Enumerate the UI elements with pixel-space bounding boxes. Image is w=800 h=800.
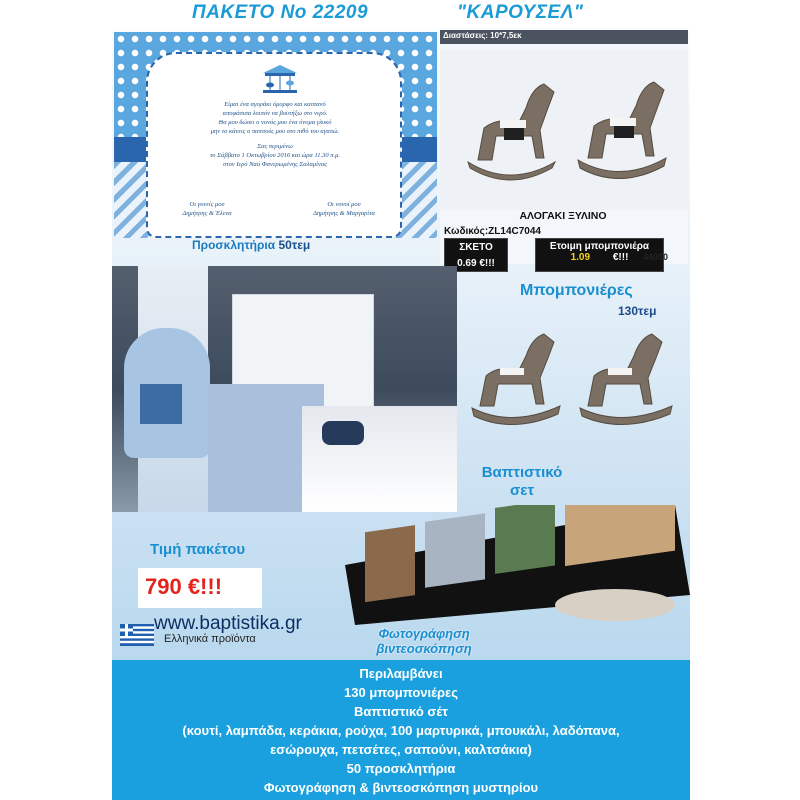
package-price-label: Τιμή πακέτου xyxy=(150,541,246,558)
website-link[interactable]: www.baptistika.gr xyxy=(154,613,302,634)
parents-names: Δημήτρης & Έλενα xyxy=(182,210,232,217)
baptism-set-photo xyxy=(112,266,457,512)
package-includes-panel xyxy=(112,660,690,800)
photography-line2: βιντεοσκόπηση xyxy=(376,641,472,656)
favors-label: Μπομπονιέρες xyxy=(520,282,633,299)
includes-item: Βαπτιστικό σέτ xyxy=(354,704,448,719)
dimensions-text: Διαστάσεις: 10*7,5εκ xyxy=(443,31,522,40)
rocking-horse-favors-image xyxy=(460,330,688,430)
carousel-tag xyxy=(140,384,182,424)
invitation-line: Είμαι ένα αγοράκι όμορφο και καστανό xyxy=(224,101,326,108)
greek-flag-icon xyxy=(120,624,154,646)
includes-item: 130 μπομπονιέρες xyxy=(344,685,458,700)
baptism-set-line2: σετ xyxy=(509,482,535,499)
invitation-line: το Σάββατο 1 Οκτωβρίου 2016 και ώρα 11.30 π.μ. xyxy=(209,152,340,159)
invitation-line: μην το κάνεις ο παππούς μου στο πιθό του αγαπώ. xyxy=(210,128,340,135)
baby-shoes xyxy=(322,421,364,445)
includes-item: εσώρουχα, πετσέτες, σαπούνι, καλτσάκια) xyxy=(270,742,532,757)
plain-price: 0.69 €!!! xyxy=(457,258,495,269)
header xyxy=(112,0,690,28)
invitations-caption xyxy=(192,238,310,252)
package-number-title: ΠΑΚΕΤΟ Νο 22209 xyxy=(192,2,369,23)
package-price: 790 €!!! xyxy=(145,574,223,599)
product-title: ΑΛΟΓΑΚΙ ΞΥΛΙΝΟ xyxy=(519,210,607,222)
photography-label xyxy=(368,626,480,656)
rocking-horse-image xyxy=(440,50,688,210)
ready-favor-price: 1.09 xyxy=(570,252,591,263)
parents-label: Οι γονείς μου xyxy=(189,201,225,208)
reference-number: 44050 xyxy=(642,252,668,262)
invitations-count: 50τεμ xyxy=(278,238,311,252)
includes-item: (κουτί, λαμπάδα, κεράκια, ρούχα, 100 μαρτυρικά, μπουκάλι, λαδόπανα, xyxy=(182,723,620,738)
carousel-icon xyxy=(260,64,300,96)
invitation-text-card xyxy=(146,52,402,238)
invitation-line: αποφάσισα λοιπόν να βουτήξω στο νερό. xyxy=(222,110,328,117)
baptism-set-line1: Βαπτιστικό xyxy=(481,464,563,481)
plain-label: ΣΚΕΤΟ xyxy=(459,242,493,253)
invitation-image xyxy=(114,32,437,238)
invitation-line: στον Ιερό Ναό Φανερωμένης Σαλαμίνας xyxy=(223,161,327,168)
includes-heading: Περιλαμβάνει xyxy=(359,666,443,681)
product-code: Κωδικός:ZL14C7044 xyxy=(444,226,541,237)
invitations-label: Προσκλητήρια xyxy=(192,238,276,252)
invitation-line: Σας περιμένω xyxy=(257,143,293,150)
favor-product-panel xyxy=(440,30,688,269)
godparents-names: Δημήτρης & Μαργαρίτα xyxy=(313,210,375,217)
ready-favor-suffix: €!!! xyxy=(612,252,629,263)
photography-line1: Φωτογράφηση xyxy=(378,626,470,641)
baptism-set-label xyxy=(466,464,578,500)
price-box xyxy=(138,568,262,608)
package-theme-title: "ΚΑΡΟΥΣΕΛ" xyxy=(457,2,584,23)
greek-products-tagline: Ελληνικά προϊόντα xyxy=(164,633,256,645)
godparents-label: Οι νονοί μου xyxy=(327,201,361,208)
ready-favor-label: Ετοιμη μπομπονιέρα xyxy=(549,241,650,252)
film-strip-image xyxy=(345,505,690,625)
includes-item: Φωτογράφηση & βιντεοσκόπηση μυστηρίου xyxy=(263,780,539,795)
includes-item: 50 προσκλητήρια xyxy=(346,761,456,776)
favors-count: 130τεμ xyxy=(618,304,657,318)
invitation-line: Θα μου δώσει ο νονός μου ένα όνομα γλυκό xyxy=(218,119,332,126)
